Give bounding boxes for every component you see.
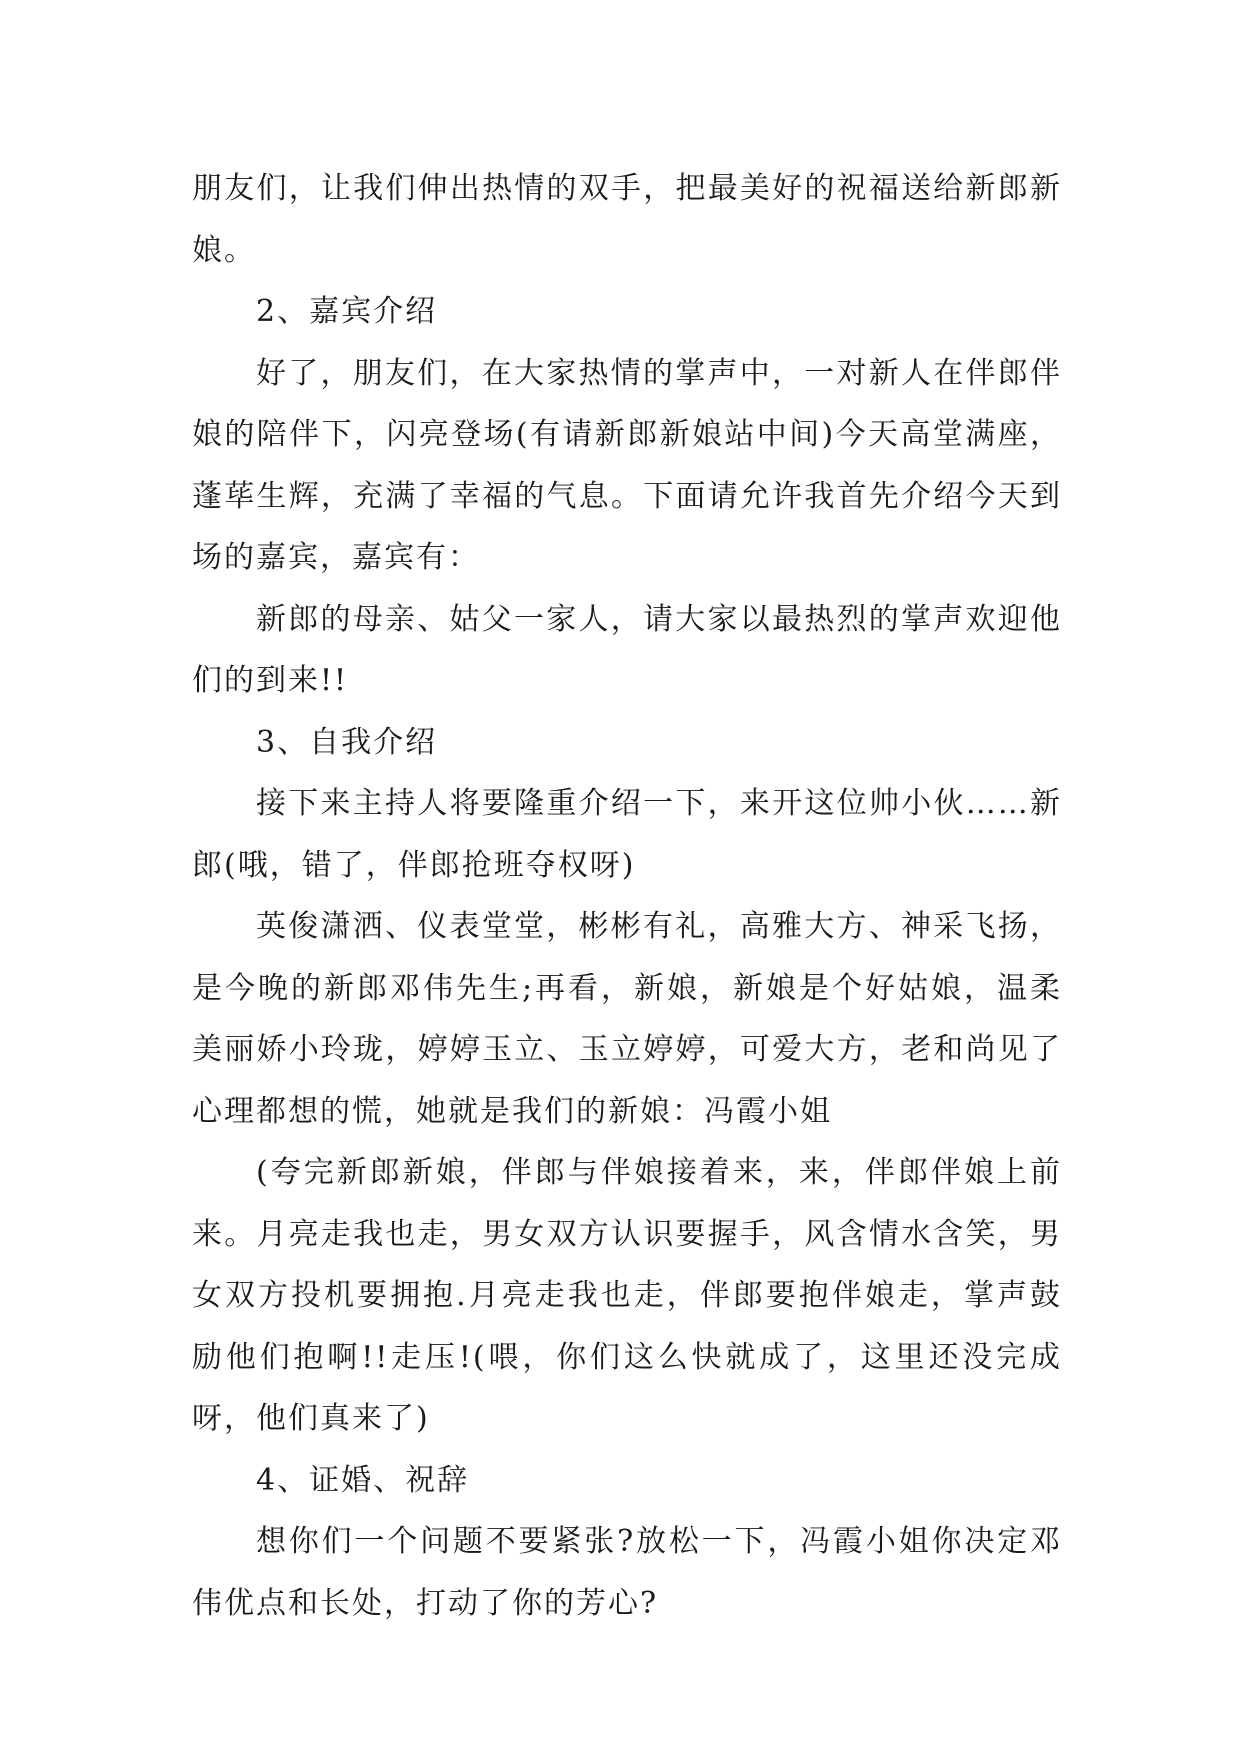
paragraph: 好了，朋友们，在大家热情的掌声中，一对新人在伴郎伴娘的陪伴下，闪亮登场(有请新郎新娘站中间)今天高堂满座，蓬荜生辉，充满了幸福的气息。下面请允许我首先介绍今天到场的嘉宾，嘉宾有： [192, 355, 1062, 575]
section-heading-guest-intro: 2、嘉宾介绍 [256, 294, 438, 329]
paragraph: 新郎的母亲、姑父一家人，请大家以最热烈的掌声欢迎他们的到来!! [192, 601, 1062, 698]
paragraph: 接下来主持人将要隆重介绍一下，来开这位帅小伙……新郎(哦，错了，伴郎抢班夺权呀) [192, 786, 1062, 883]
paragraph: 英俊潇洒、仪表堂堂，彬彬有礼，高雅大方、神采飞扬，是今晚的新郎邓伟先生;再看，新娘，新娘是个好姑娘，温柔美丽娇小玲珑，婷婷玉立、玉立婷婷，可爱大方，老和尚见了心理都想的慌，她就是我们的新娘：冯霞小姐 [192, 909, 1062, 1129]
paragraph-continued: 朋友们，让我们伸出热情的双手，把最美好的祝福送给新郎新娘。 [192, 171, 1062, 268]
section-heading-wedding-witness: 4、证婚、祝辞 [256, 1462, 470, 1498]
paragraph: (夸完新郎新娘，伴郎与伴娘接着来，来，伴郎伴娘上前来。月亮走我也走，男女双方认识要握手，风含情水含笑，男女双方投机要拥抱.月亮走我也走，伴郎要抱伴娘走，掌声鼓励他们抱啊!!走压!(喂，你们这么快就成了，这里还没完成呀，他们真来了) [192, 1155, 1062, 1436]
section-heading-self-intro: 3、自我介绍 [256, 724, 438, 760]
paragraph: 想你们一个问题不要紧张?放松一下，冯霞小姐你决定邓伟优点和长处，打动了你的芳心? [192, 1524, 1062, 1621]
document-body [192, 158, 1062, 1634]
